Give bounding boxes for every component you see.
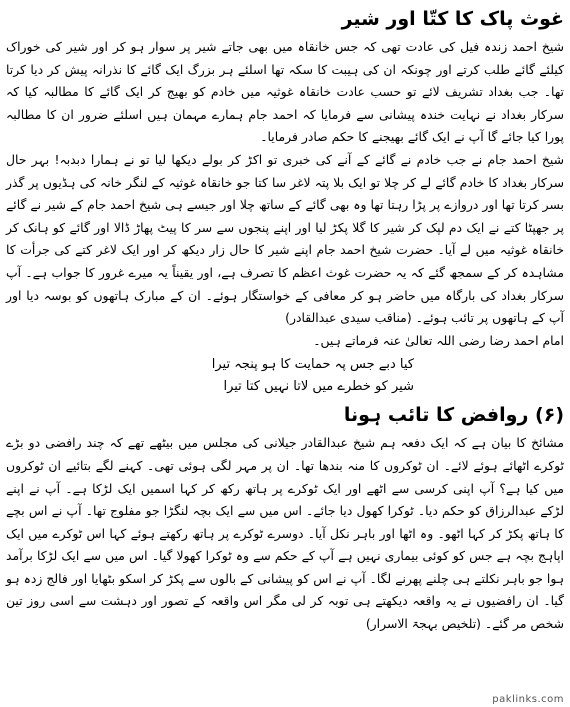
section2-heading — [6, 400, 564, 430]
poetry-verse — [6, 354, 564, 398]
verse-line-2: شیر کو خطرے میں لاتا نہیں کتا تیرا — [223, 379, 414, 395]
site-watermark: paklinks.com — [492, 694, 564, 705]
section1-paragraph-1: شیخ احمد زندہ فیل کی عادت تھی کہ جس خانقاہ میں بھی جاتے شیر پر سوار ہو کر اور شیر کی خوراک کیلئے گائے طلب کرتے اور چونکہ ان کی ہیبت کا سکہ تھا اسلئے ہر بزرگ ایک گائے کا نذرانہ پیش کر دیا کرتا تھا۔ جب بغداد تشریف لائے تو حسب عادت خانقاہ غوثیہ میں خادم کو بھیج کر ایک گائے کا مطالبہ کیا کہ سرکار بغداد نے نہایت خندہ پیشانی سے فرمایا کہ احمد جام ہمارے مہمان ہیں اسلئے ضرور ان کا مطالبہ پورا کیا جائے گا آپ نے ایک گائے بھیجنے کا حکم صادر فرمایا۔ — [6, 39, 564, 145]
document-page — [6, 4, 564, 692]
section1-title: غوث پاک کا کتّا اور شیر — [341, 8, 564, 30]
section1-paragraph-2: شیخ احمد جام نے جب خادم نے گائے کے آنے کی خبری تو اکڑ کر بولے دیکھا لیا تو نے ہمارا دبدبہ! بہر حال سرکار بغداد کا خادم گائے لے کر چلا تو ایک بلا پتہ لاغر سا کتا جو خانقاہ غوثیہ کے لنگر خانہ کی ہڈیوں پر گذر بسر کرتا تھا اور دروازے پر پڑا رہتا تھا وہ بھی گائے کے ساتھ چلا اور جیسے ہی شیخ احمد جام کے شیر نے گائے پر جھپٹا کتے نے ایک دم لپک کر شیر کا گلا پکڑ لیا اور اپنے پنجوں سے سر کا پیٹ پھاڑ ڈالا اور گائے کو ہانک کر خانقاہ غوثیہ میں لے آیا۔ حضرت شیخ احمد جام اپنے شیر کا حال زار دیکھ کر اور ایک لاغر کتے کی جرأت کا مشاہدہ کر کے سمجھ گئے کہ یہ حضرت غوث اعظم کا تصرف ہے، اور یقیناً یہ میرے غرور کا جواب ہے۔ آپ سرکار بغداد کی بارگاہ میں حاضر ہو کر معافی کے خواستگار ہوئے۔ ان کے مبارک ہاتھوں کو بوسہ دیا اور آپ کے ہاتھوں پر تائب ہوئے۔ (مناقب سیدی عبدالقادر) — [6, 151, 564, 326]
section1-paragraph-3: امام احمد رضا رضی اللہ تعالیٰ عنہ فرماتے ہیں۔ — [313, 332, 564, 348]
verse-line-1: کیا دبے جس پہ حمایت کا ہو پنجہ تیرا — [211, 357, 414, 373]
section2-number: (۶) — [535, 404, 564, 427]
section2-title: روافض کا تائب ہونا — [343, 404, 529, 427]
section2-paragraph-1: مشائخ کا بیان ہے کہ ایک دفعہ ہم شیخ عبدالقادر جیلانی کی مجلس میں بیٹھے تھے کہ چند رافضی دو بڑے ٹوکرے اٹھائے ہوئے لائے۔ ان ٹوکروں کا منہ بندھا تھا۔ ان پر مہر لگی ہوئی تھی۔ کہنے لگے بتائیے ان ٹوکروں میں کیا ہے؟ آپ اپنی کرسی سے اٹھے اور ایک ٹوکرے پر ہاتھ رکھ کر کہا اسمیں ایک لڑکا ہے۔ آپ نے اپنے لڑکے عبدالرزاق کو حکم دیا۔ ٹوکرا کھول دیا جائے۔ اس میں سے ایک بچہ لنگڑا جو مفلوج تھا۔ آپ نے اس بچے کا ہاتھ پکڑ کر کہا اٹھو۔ وہ اٹھا اور باہر نکل آیا۔ دوسرے ٹوکرے پر ہاتھ رکھتے ہوئے کہا اس ٹوکرے میں ایک اپاہج بچہ ہے جس کو کوئی بیماری نہیں ہے آپ کے حکم سے وہ ٹوکرا کھولا گیا۔ اس میں سے ایک لڑکا برآمد ہوا جو باہر نکلتے ہی چلنے پھرنے لگا۔ آپ نے اس کو پیشانی کے بالوں سے پکڑ کر اسکو بٹھایا اور فالج زدہ ہو گیا۔ ان رافضیوں نے یہ واقعہ دیکھتے ہی توبہ کر لی مگر اس واقعہ کے تصور اور دہشت سے اسی روز تین شخص مر گئے۔ (تلخیص بہجۃ الاسرار) — [6, 435, 564, 632]
